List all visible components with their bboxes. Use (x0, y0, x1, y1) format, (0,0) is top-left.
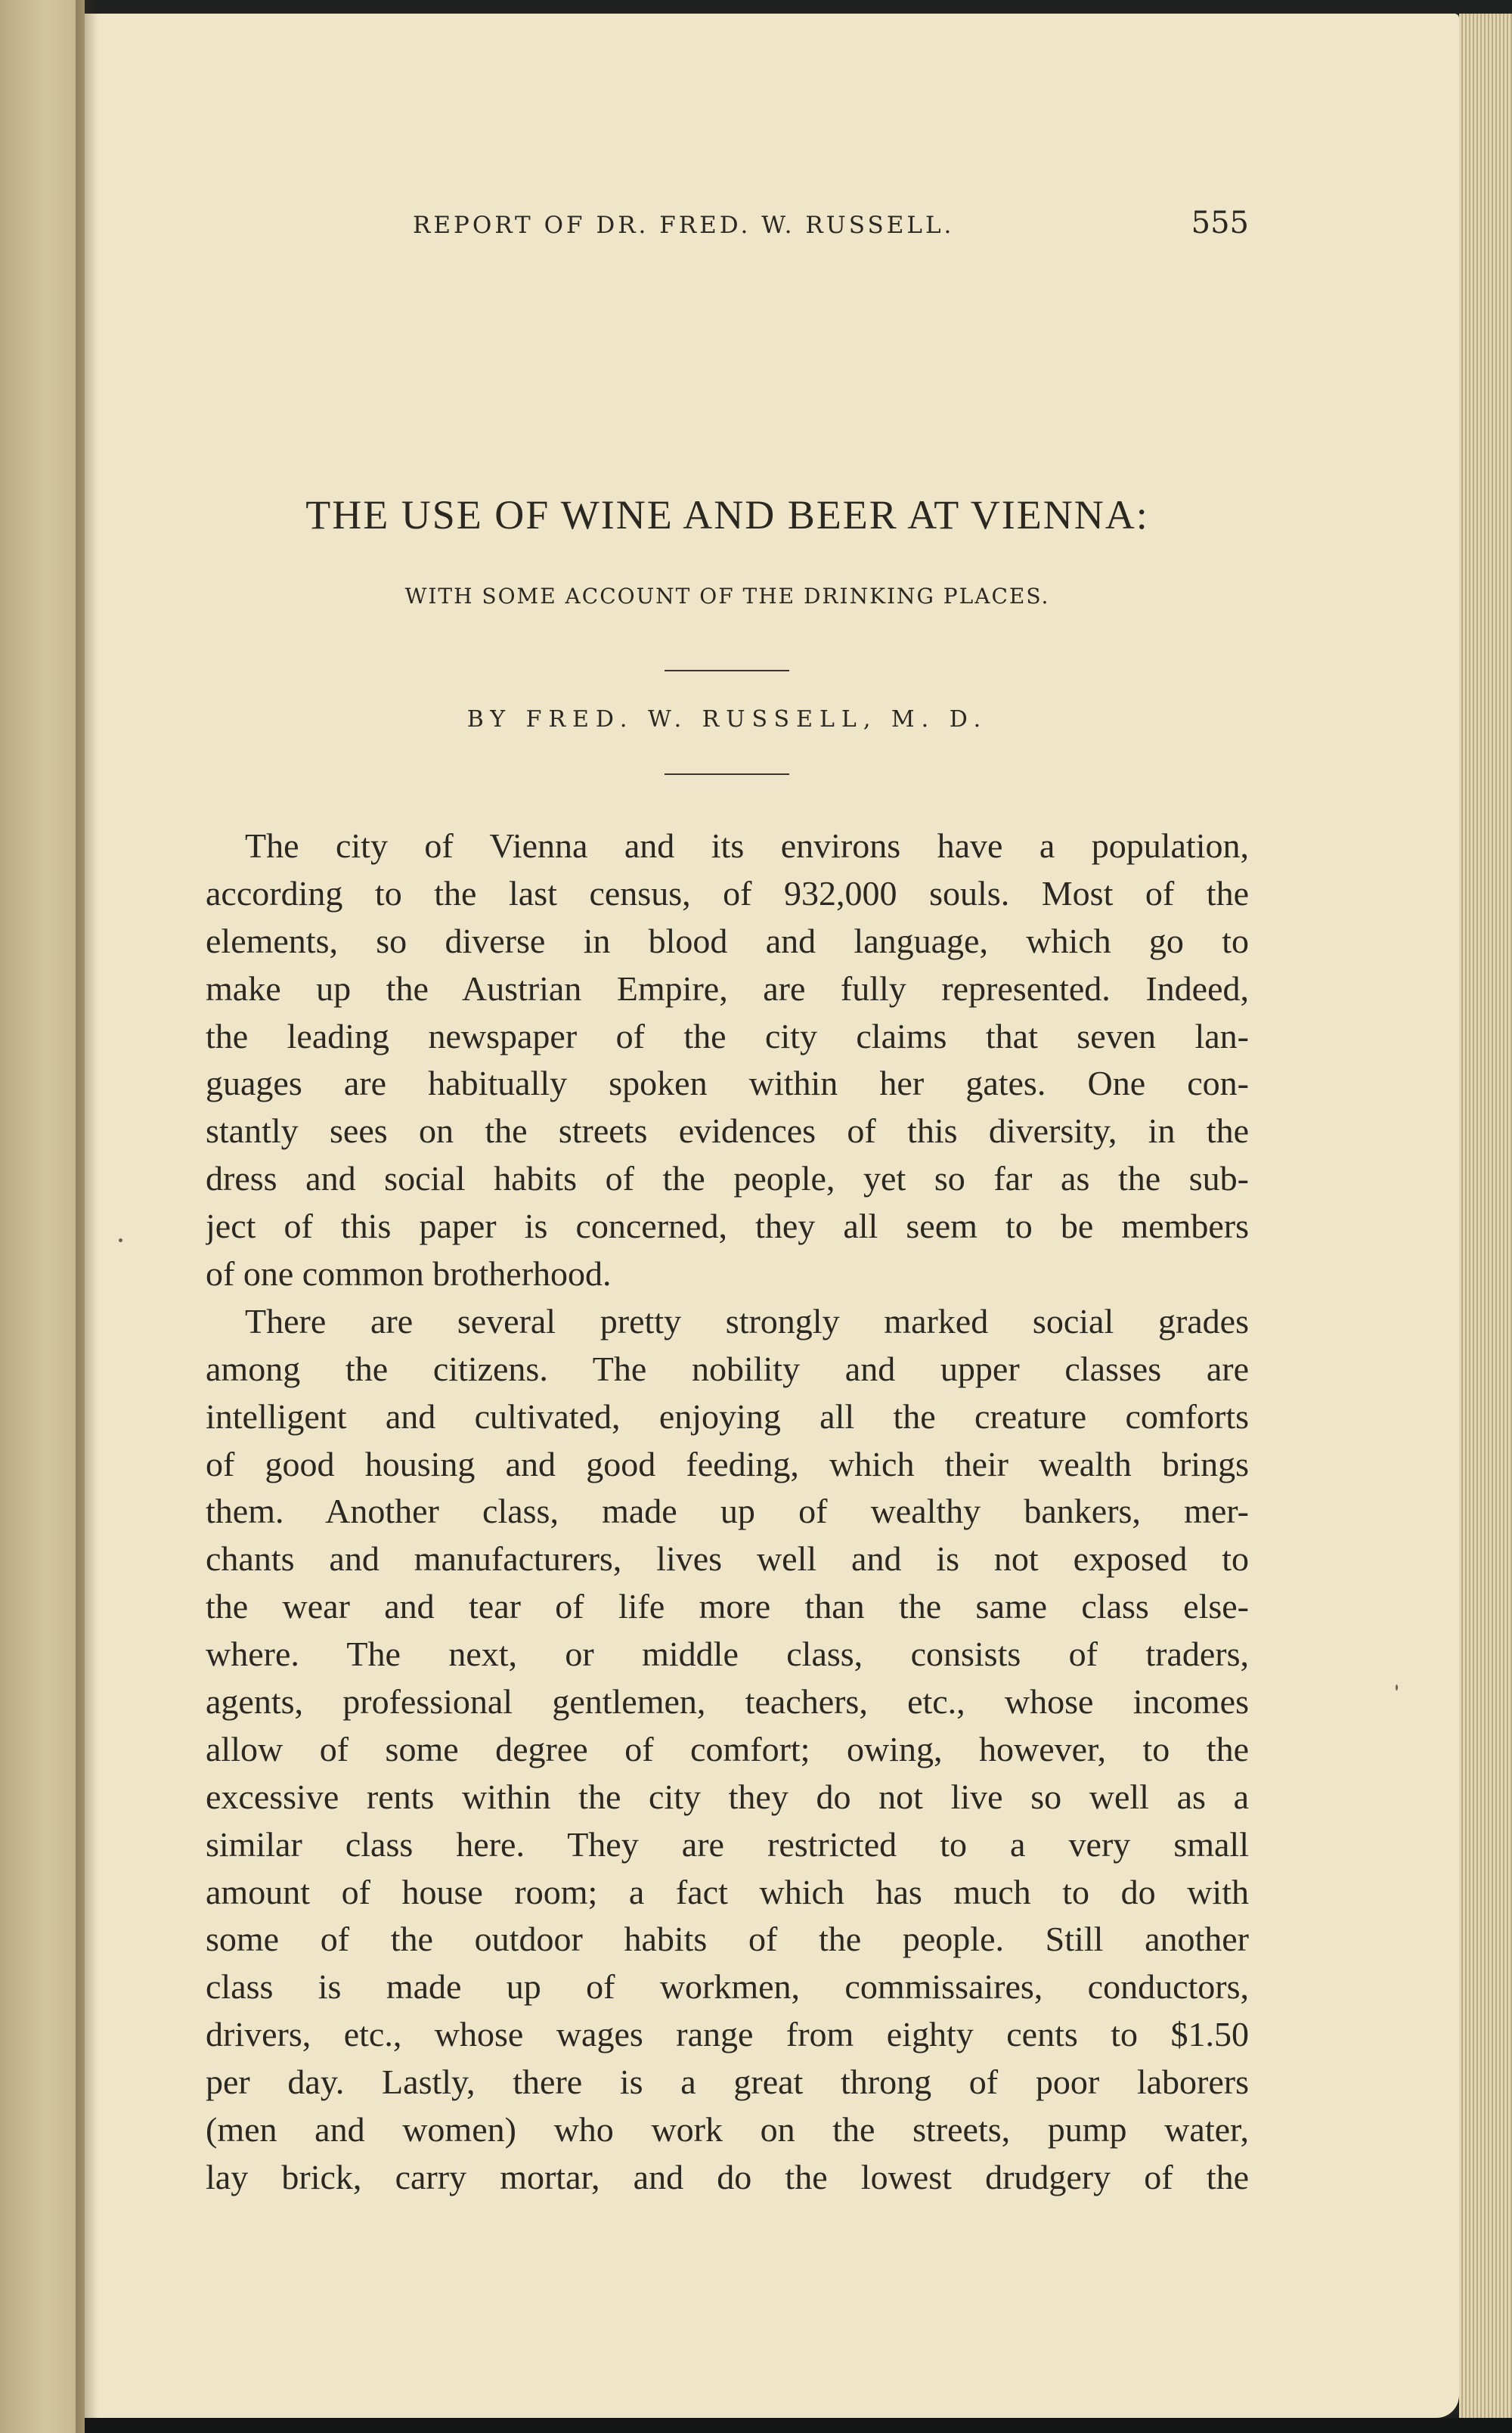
text-line: chants and manufacturers, lives well and is not exposed to (206, 1539, 1249, 1579)
paragraph-2 (206, 1298, 1249, 2202)
text-line: them. Another class, made up of wealthy bankers, mer- (206, 1492, 1249, 1531)
text-line: make up the Austrian Empire, are fully represented. Indeed, (206, 969, 1249, 1008)
text-line: guages are habitually spoken within her gates. One con- (206, 1064, 1249, 1103)
article-byline: BY FRED. W. RUSSELL, M. D. (466, 706, 988, 733)
text-line: excessive rents within the city they do not live so well as a (206, 1777, 1249, 1816)
divider-rule (665, 773, 789, 775)
text-line: dress and social habits of the people, yet so far as the sub- (206, 1159, 1249, 1198)
text-line: where. The next, or middle class, consists of traders, (206, 1635, 1249, 1674)
text-line: elements, so diverse in blood and language, which go to (206, 921, 1249, 960)
text-line: similar class here. They are restricted to a very small (206, 1824, 1249, 1864)
divider-rule (665, 670, 789, 671)
page-stack-edges (1459, 14, 1512, 2418)
text-line: some of the outdoor habits of the people. Still another (206, 1920, 1249, 1959)
text-line: (men and women) who work on the streets, pump water, (206, 2110, 1249, 2149)
text-line: of good housing and good feeding, which their wealth brings (206, 1444, 1249, 1483)
text-line: among the citizens. The nobility and upper classes are (206, 1349, 1249, 1388)
page-number: 555 (1191, 206, 1249, 240)
paper-speck (119, 1238, 122, 1242)
text-line: per day. Lastly, there is a great throng of poor laborers (206, 2063, 1249, 2102)
paper-speck (1396, 1685, 1398, 1691)
text-line: allow of some degree of comfort; owing, however, to the (206, 1729, 1249, 1768)
text-line: There are several pretty strongly marked social grades (245, 1301, 1249, 1340)
article-body (206, 823, 1249, 2202)
text-line: lay brick, carry mortar, and do the lowest drudgery of the (206, 2157, 1249, 2196)
running-head-title: REPORT OF DR. FRED. W. RUSSELL. (413, 212, 955, 239)
text-line: amount of house room; a fact which has much to do with (206, 1872, 1249, 1911)
text-line: stantly sees on the streets evidences of this diversity, in the (206, 1111, 1249, 1151)
text-line: the leading newspaper of the city claims that seven lan- (206, 1016, 1249, 1055)
article-subtitle: WITH SOME ACCOUNT OF THE DRINKING PLACES. (404, 584, 1050, 609)
text-line: according to the last census, of 932,000 souls. Most of the (206, 873, 1249, 913)
text-line: intelligent and cultivated, enjoying all the creature comforts (206, 1396, 1249, 1436)
text-line: agents, professional gentlemen, teachers, etc., whose incomes (206, 1682, 1249, 1722)
text-line: ject of this paper is concerned, they all seem to be members (206, 1207, 1249, 1246)
gutter-shadow (76, 0, 98, 2433)
facing-page-edge (0, 0, 85, 2433)
article-title: THE USE OF WINE AND BEER AT VIENNA: (305, 492, 1149, 538)
text-line: The city of Vienna and its environs have a population, (245, 826, 1249, 865)
paragraph-1 (206, 823, 1249, 1298)
text-line: drivers, etc., whose wages range from eighty cents to $1.50 (206, 2015, 1249, 2054)
scan-background (85, 2418, 1512, 2433)
running-head (206, 206, 1249, 251)
text-line: class is made up of workmen, commissaires, conductors, (206, 1967, 1249, 2007)
text-line: of one common brotherhood. (206, 1254, 612, 1294)
text-line: the wear and tear of life more than the same class else- (206, 1587, 1249, 1626)
